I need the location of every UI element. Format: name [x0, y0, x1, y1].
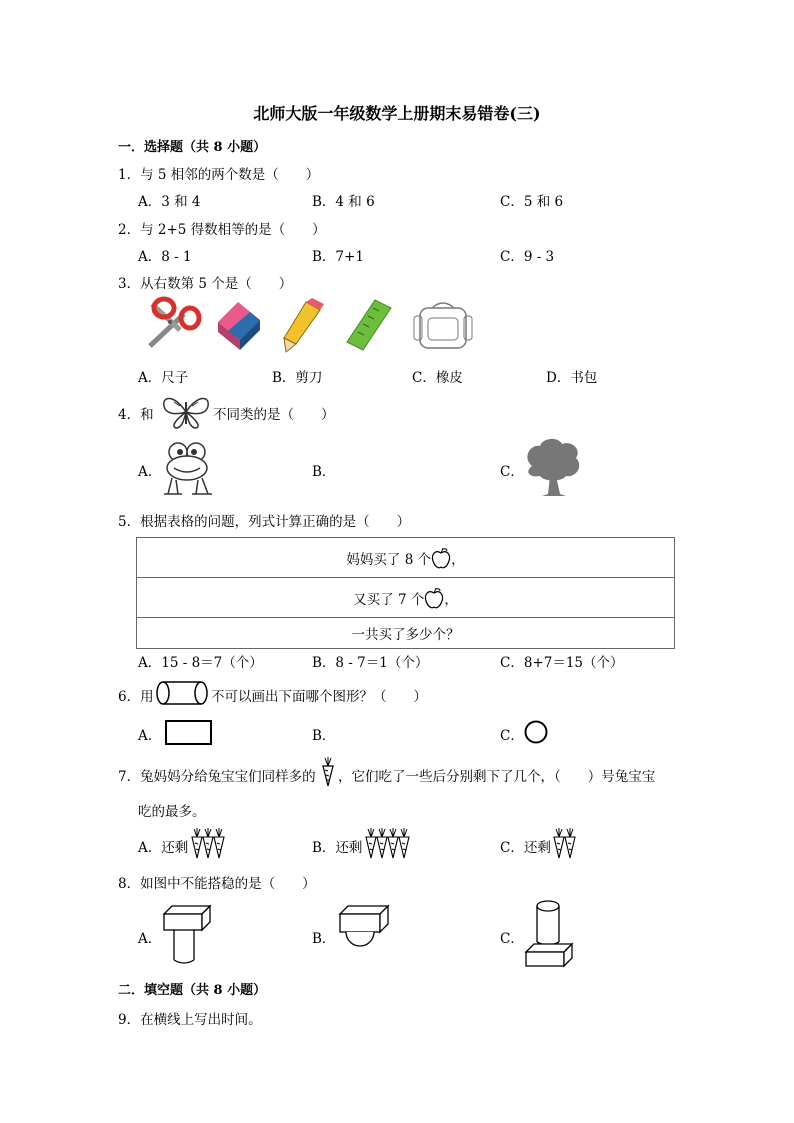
question-1: 1．与 5 相邻的两个数是（ ）: [118, 167, 320, 183]
q3-option-b[interactable]: B．剪刀: [272, 370, 323, 386]
q5-option-b[interactable]: B．8 - 7＝1（个）: [312, 655, 429, 671]
q3-option-c[interactable]: C．橡皮: [412, 370, 463, 386]
ruler-icon: [345, 298, 393, 352]
q7-option-a[interactable]: A．还剩: [138, 840, 189, 856]
carrot-icon: [366, 828, 376, 858]
question-7-line2: 吃的最多。: [138, 804, 206, 820]
row1-punct: ，: [451, 551, 465, 568]
question-9: 9．在横线上写出时间。: [118, 1012, 262, 1028]
apple-icon: [431, 547, 451, 569]
q8-option-c[interactable]: C．: [500, 931, 524, 947]
carrot-icon: [377, 828, 387, 858]
page-title: 北师大版一年级数学上册期末易错卷(三): [253, 104, 541, 123]
carrot-icon: [565, 828, 575, 858]
q5-option-a[interactable]: A．15 - 8＝7（个）: [138, 655, 263, 671]
carrot-icon: [214, 828, 224, 858]
q7-a-carrots: [190, 828, 229, 864]
section-heading-fill: 二．填空题（共 8 小题）: [118, 983, 267, 998]
q8-option-a[interactable]: A．: [138, 931, 162, 947]
carrot-icon: [203, 828, 213, 858]
table-row: 一共买了多少个？: [137, 618, 675, 649]
q2-option-a[interactable]: A．8 - 1: [138, 249, 192, 265]
q5-table: [136, 537, 675, 649]
block-stack-a: [160, 902, 214, 966]
q4-option-b[interactable]: B．: [312, 464, 336, 480]
block-stack-c: [522, 898, 576, 968]
apple-icon: [424, 587, 444, 609]
q1-option-c[interactable]: C．5 和 6: [500, 194, 564, 210]
table-row: [137, 538, 675, 578]
question-2: 2．与 2+5 得数相等的是（ ）: [118, 222, 326, 238]
q2-option-c[interactable]: C．9 - 3: [500, 249, 555, 265]
block-stack-b: [336, 904, 392, 960]
carrot-icon: [320, 756, 336, 788]
question-6-prefix: 6．用: [118, 689, 154, 705]
q7-option-b[interactable]: B．还剩: [312, 840, 363, 856]
row2-punct: ，: [444, 591, 458, 608]
q4-option-a[interactable]: A．: [138, 464, 162, 480]
question-7-suffix: ，它们吃了一些后分别剩下了几个，（ ）号兔宝宝: [338, 769, 656, 785]
q2-option-b[interactable]: B．7+1: [312, 249, 364, 265]
frog-icon: [162, 440, 214, 498]
question-5: 5．根据表格的问题，列式计算正确的是（ ）: [118, 514, 411, 530]
q7-b-carrots: [364, 828, 414, 864]
q6-option-c[interactable]: C．: [500, 728, 524, 744]
q6-option-a[interactable]: A．: [138, 728, 162, 744]
tree-icon: [522, 436, 584, 498]
backpack-icon: [410, 298, 478, 354]
circle-icon: [524, 720, 548, 744]
q1-option-a[interactable]: A．3 和 4: [138, 194, 201, 210]
q7-option-c[interactable]: C．还剩: [500, 840, 551, 856]
q3-option-a[interactable]: A．尺子: [138, 370, 189, 386]
question-7-prefix: 7．兔妈妈分给兔宝宝们同样多的: [118, 769, 316, 785]
carrot-icon: [554, 828, 564, 858]
question-8: 8．如图中不能搭稳的是（ ）: [118, 876, 316, 892]
q3-option-d[interactable]: D．书包: [546, 370, 598, 386]
section-heading-choice: 一．选择题（共 8 小题）: [118, 140, 267, 155]
q5-option-c[interactable]: C．8+7＝15（个）: [500, 655, 624, 671]
table-row: [137, 578, 675, 618]
question-6-suffix: 不可以画出下面哪个图形？（ ）: [211, 689, 427, 705]
question-3: 3．从右数第 5 个是（ ）: [118, 276, 293, 292]
q1-option-b[interactable]: B．4 和 6: [312, 194, 375, 210]
pencil-icon: [280, 298, 328, 354]
question-4-suffix: 不同类的是（ ）: [213, 407, 335, 423]
question-4-prefix: 4．和: [118, 407, 154, 423]
row2-text: 又买了 7 个: [353, 591, 425, 608]
carrot-icon: [388, 828, 398, 858]
butterfly-icon: [160, 394, 212, 430]
q7-c-carrots: [552, 828, 580, 864]
q8-option-b[interactable]: B．: [312, 931, 336, 947]
q6-option-b[interactable]: B．: [312, 728, 336, 744]
cylinder-icon: [155, 680, 211, 706]
carrot-icon: [192, 828, 202, 858]
scissors-icon: [140, 296, 202, 352]
q4-option-c[interactable]: C．: [500, 464, 524, 480]
rectangle-icon: [165, 720, 213, 746]
eraser-icon: [212, 298, 264, 352]
carrot-icon: [399, 828, 409, 858]
row1-text: 妈妈买了 8 个: [346, 551, 432, 568]
